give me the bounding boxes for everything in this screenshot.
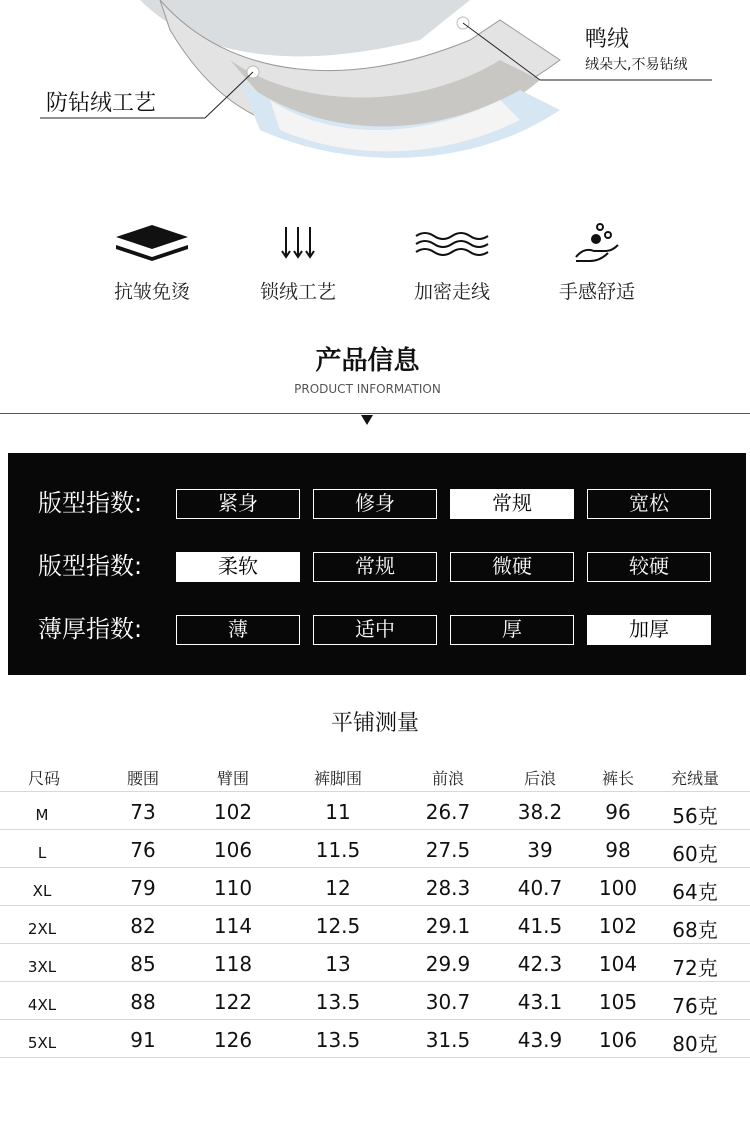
feature-wrinkle-free	[82, 215, 222, 304]
size-cell: 3XL	[27, 958, 57, 976]
table-cell: 85	[130, 952, 156, 976]
softness-index-row	[8, 546, 746, 586]
table-cell: 104	[598, 952, 638, 976]
table-header-cell: 臂围	[216, 769, 249, 788]
table-cell: 40.7	[517, 876, 563, 900]
divider-line	[0, 413, 750, 414]
table-cell: 30.7	[425, 990, 471, 1014]
fabric-layers-illustration	[0, 0, 750, 170]
table-cell: 105	[598, 990, 638, 1014]
table-cell: 26.7	[425, 800, 471, 824]
table-cell: 82	[130, 914, 156, 938]
callout-anti-leak: 防钻绒工艺	[46, 91, 157, 116]
table-header-cell: 前浪	[431, 769, 464, 788]
table-row	[0, 982, 750, 1020]
table-header-cell: 裤长	[601, 769, 634, 788]
table-cell: 28.3	[425, 876, 471, 900]
table-cell: 80克	[672, 1032, 718, 1056]
table-cell: 11.5	[315, 838, 361, 862]
feature-down-lock	[228, 215, 368, 304]
measure-title: 平铺测量	[330, 711, 419, 736]
triangle-down-icon	[361, 415, 373, 425]
index-panel	[8, 453, 746, 675]
table-header-cell: 腰围	[126, 769, 159, 788]
feature-comfort	[527, 215, 667, 304]
table-cell: 60克	[672, 842, 718, 866]
layers-icon	[82, 215, 222, 271]
table-cell: 31.5	[425, 1028, 471, 1052]
table-cell: 106	[598, 1028, 638, 1052]
table-cell: 102	[598, 914, 638, 938]
table-cell: 106	[213, 838, 253, 862]
table-cell: 11	[325, 800, 351, 824]
index-option: 适中	[313, 615, 437, 645]
fit-index-row	[8, 483, 746, 523]
size-cell: 2XL	[27, 920, 57, 938]
table-cell: 39	[527, 838, 553, 862]
table-cell: 76	[130, 838, 156, 862]
table-row	[0, 944, 750, 982]
table-row	[0, 868, 750, 906]
table-cell: 110	[213, 876, 253, 900]
table-cell: 96	[605, 800, 631, 824]
table-cell: 12	[325, 876, 351, 900]
thickness-index-row	[8, 609, 746, 649]
table-header-cell: 裤脚围	[313, 769, 362, 788]
size-cell: M	[35, 806, 49, 824]
table-cell: 41.5	[517, 914, 563, 938]
table-header-cell: 后浪	[523, 769, 556, 788]
table-header-row	[0, 760, 750, 792]
section-title: 产品信息	[315, 346, 420, 376]
waves-icon	[382, 215, 522, 271]
index-option: 薄	[176, 615, 300, 645]
feature-dense-stitch	[382, 215, 522, 304]
table-cell: 68克	[672, 918, 718, 942]
table-cell: 79	[130, 876, 156, 900]
table-cell: 42.3	[517, 952, 563, 976]
index-option: 宽松	[587, 489, 711, 519]
index-option-selected: 柔软	[176, 552, 300, 582]
table-cell: 76克	[672, 994, 718, 1018]
index-option: 微硬	[450, 552, 574, 582]
table-cell: 102	[213, 800, 253, 824]
table-cell: 114	[213, 914, 253, 938]
size-cell: 5XL	[27, 1034, 57, 1052]
arrows-down-icon	[228, 215, 368, 271]
table-row	[0, 792, 750, 830]
index-option: 常规	[313, 552, 437, 582]
table-cell: 29.1	[425, 914, 471, 938]
table-cell: 13.5	[315, 990, 361, 1014]
feature-label: 抗皱免烫	[113, 281, 190, 303]
size-table	[0, 760, 750, 1058]
table-cell: 13.5	[315, 1028, 361, 1052]
table-header-cell: 充绒量	[670, 769, 719, 788]
table-cell: 38.2	[517, 800, 563, 824]
section-subtitle: PRODUCT INFORMATION	[294, 382, 441, 396]
table-cell: 27.5	[425, 838, 471, 862]
table-cell: 56克	[672, 804, 718, 828]
index-label: 版型指数:	[38, 552, 143, 580]
table-row	[0, 906, 750, 944]
table-header-cell: 尺码	[27, 769, 60, 788]
table-cell: 100	[598, 876, 638, 900]
index-label: 薄厚指数:	[38, 615, 143, 643]
table-cell: 88	[130, 990, 156, 1014]
callout-down-title: 鸭绒	[585, 27, 630, 52]
index-label: 版型指数:	[38, 489, 143, 517]
index-option: 厚	[450, 615, 574, 645]
index-option-selected: 常规	[450, 489, 574, 519]
table-cell: 13	[325, 952, 351, 976]
size-cell: L	[37, 844, 47, 862]
table-row	[0, 830, 750, 868]
feature-label: 加密走线	[413, 281, 490, 303]
table-cell: 126	[213, 1028, 253, 1052]
table-cell: 118	[213, 952, 253, 976]
index-option: 较硬	[587, 552, 711, 582]
index-option: 紧身	[176, 489, 300, 519]
feature-label: 锁绒工艺	[259, 281, 336, 303]
table-cell: 64克	[672, 880, 718, 904]
hand-bubbles-icon	[527, 215, 667, 271]
callout-down-subtitle: 绒朵大,不易钻绒	[585, 57, 688, 73]
table-cell: 72克	[672, 956, 718, 980]
size-cell: 4XL	[27, 996, 57, 1014]
table-cell: 43.1	[517, 990, 563, 1014]
table-cell: 91	[130, 1028, 156, 1052]
table-cell: 122	[213, 990, 253, 1014]
index-option: 修身	[313, 489, 437, 519]
index-option-selected: 加厚	[587, 615, 711, 645]
size-cell: XL	[32, 882, 52, 900]
table-cell: 98	[605, 838, 631, 862]
table-cell: 29.9	[425, 952, 471, 976]
table-cell: 12.5	[315, 914, 361, 938]
table-cell: 73	[130, 800, 156, 824]
table-cell: 43.9	[517, 1028, 563, 1052]
feature-label: 手感舒适	[558, 281, 635, 303]
table-row	[0, 1020, 750, 1058]
